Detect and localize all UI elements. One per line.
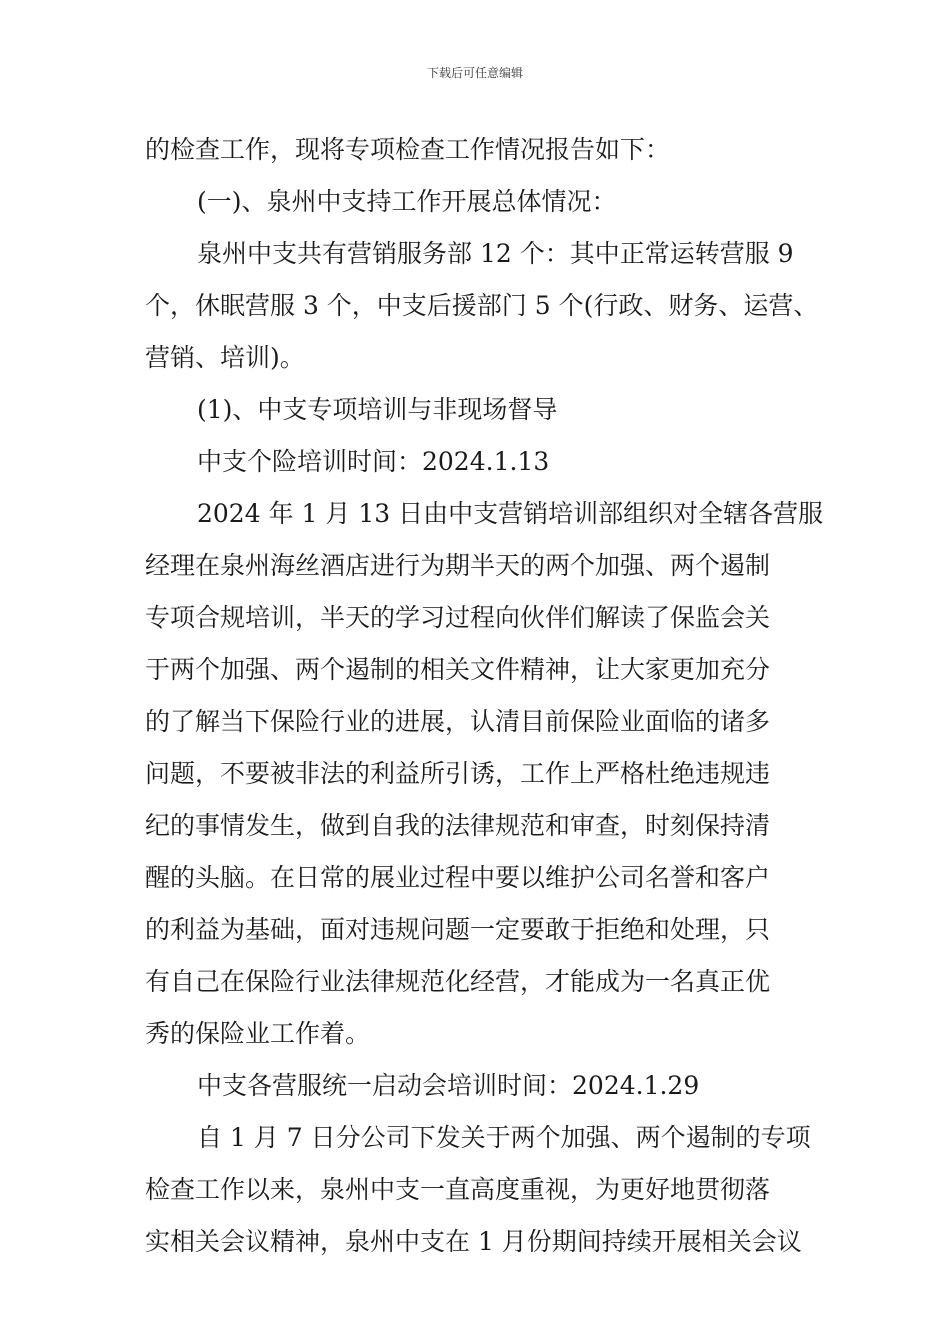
text-line: 于两个加强、两个遏制的相关文件精神，让大家更加充分 [145, 655, 771, 684]
text-line: 有自己在保险行业法律规范化经营，才能成为一名真正优 [145, 967, 771, 996]
text-line: 专项合规培训，半天的学习过程向伙伴们解读了保监会关 [145, 603, 771, 632]
text-line: 检查工作以来，泉州中支一直高度重视，为更好地贯彻落 [145, 1175, 771, 1204]
text-line: 的检查工作，现将专项检查工作情况报告如下： [145, 135, 671, 164]
text-line: 营销、培训)。 [145, 343, 305, 372]
text-line: 自 1 月 7 日分公司下发关于两个加强、两个遏制的专项 [197, 1123, 811, 1152]
page-header-note: 下载后可任意编辑 [426, 66, 523, 80]
text-line: 个，休眠营服 3 个，中支后援部门 5 个(行政、财务、运营、 [145, 291, 819, 320]
text-line: 醒的头脑。在日常的展业过程中要以维护公司名誉和客户 [145, 863, 771, 892]
text-line: 2024 年 1 月 13 日由中支营销培训部组织对全辖各营服 [197, 499, 824, 528]
document-body [145, 124, 824, 1268]
text-line: 秀的保险业工作着。 [145, 1019, 371, 1048]
section-heading: (一)、泉州中支持工作开展总体情况： [197, 187, 617, 216]
subsection-heading: (1)、中支专项培训与非现场督导 [197, 395, 558, 424]
text-line: 经理在泉州海丝酒店进行为期半天的两个加强、两个遏制 [145, 551, 771, 580]
training-date-line: 中支各营服统一启动会培训时间：2024.1.29 [197, 1071, 700, 1100]
text-line: 的了解当下保险行业的进展，认清目前保险业面临的诸多 [145, 707, 771, 736]
text-line: 问题，不要被非法的利益所引诱，工作上严格杜绝违规违 [145, 759, 771, 788]
text-line: 实相关会议精神，泉州中支在 1 月份期间持续开展相关会议 [145, 1227, 802, 1256]
text-line: 泉州中支共有营销服务部 12 个：其中正常运转营服 9 [197, 239, 794, 268]
training-date-line: 中支个险培训时间：2024.1.13 [197, 447, 550, 476]
text-line: 纪的事情发生，做到自我的法律规范和审查，时刻保持清 [145, 811, 771, 840]
text-line: 的利益为基础，面对违规问题一定要敢于拒绝和处理，只 [145, 915, 771, 944]
